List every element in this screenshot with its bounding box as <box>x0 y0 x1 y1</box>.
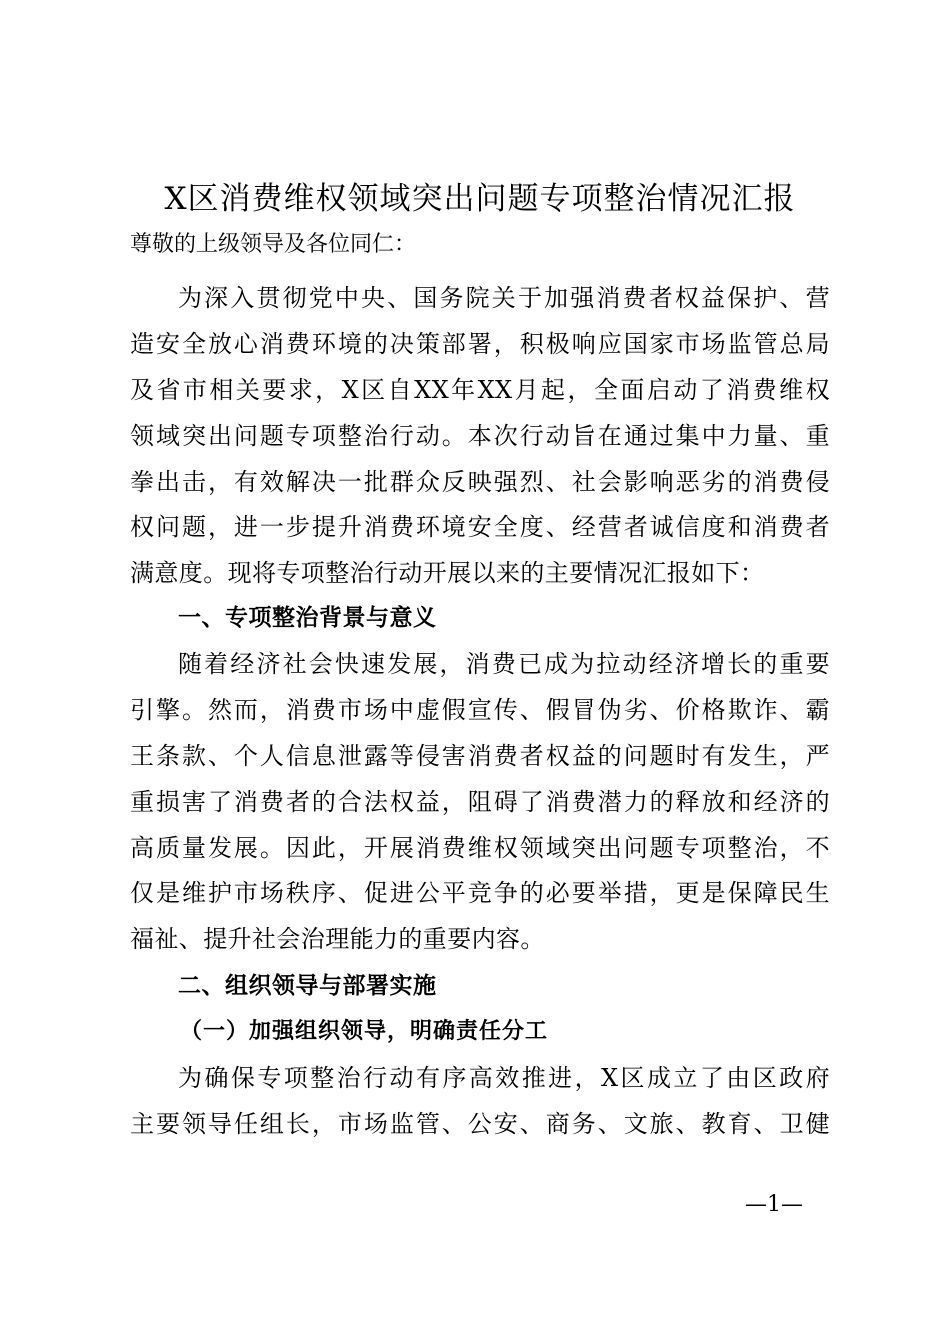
document-title: X区消费维权领域突出问题专项整治情况汇报 <box>164 181 796 217</box>
intro-line: 满意度。现将专项整治行动开展以来的主要情况汇报如下： <box>130 559 765 588</box>
section-heading-1: 一、专项整治背景与意义 <box>178 605 437 631</box>
section1-line: 引擎。然而，消费市场中虚假宣传、假冒伪劣、价格欺诈、霸 <box>130 695 830 724</box>
intro-line: 权问题，进一步提升消费环境安全度、经营者诚信度和消费者 <box>130 513 830 542</box>
intro-line: 造安全放心消费环境的决策部署，积极响应国家市场监管总局 <box>130 329 830 358</box>
intro-line: 为深入贯彻党中央、国务院关于加强消费者权益保护、营 <box>178 284 830 312</box>
section1-line: 随着经济社会快速发展，消费已成为拉动经济增长的重要 <box>178 650 830 678</box>
intro-paragraph <box>130 276 830 597</box>
intro-line: 领域突出问题专项整治行动。本次行动旨在通过集中力量、重 <box>130 421 830 450</box>
subsection1-paragraph <box>130 1056 830 1148</box>
salutation: 尊敬的上级领导及各位同仁： <box>130 232 417 257</box>
section1-line: 王条款、个人信息泄露等侵害消费者权益的问题时有发生，严 <box>130 741 830 770</box>
subsection1-line: 为确保专项整治行动有序高效推进，X区成立了由区政府 <box>178 1064 830 1092</box>
intro-line: 及省市相关要求，X区自XX年XX月起，全面启动了消费维权 <box>130 375 830 404</box>
section1-paragraph <box>130 642 830 963</box>
section-heading-2: 二、组织领导与部署实施 <box>178 973 437 999</box>
page-number: —1— <box>745 1192 803 1217</box>
section1-line: 重损害了消费者的合法权益，阻碍了消费潜力的释放和经济的 <box>130 787 830 816</box>
section1-line: 高质量发展。因此，开展消费维权领域突出问题专项整治，不 <box>130 833 830 862</box>
section1-line: 福祉、提升社会治理能力的重要内容。 <box>130 925 545 954</box>
subsection-heading-1: （一）加强组织领导，明确责任分工 <box>180 1018 549 1044</box>
subsection1-line: 主要领导任组长，市场监管、公安、商务、文旅、教育、卫健 <box>130 1109 830 1138</box>
intro-line: 拳出击，有效解决一批群众反映强烈、社会影响恶劣的消费侵 <box>130 467 830 496</box>
section1-line: 仅是维护市场秩序、促进公平竞争的必要举措，更是保障民生 <box>130 879 830 908</box>
